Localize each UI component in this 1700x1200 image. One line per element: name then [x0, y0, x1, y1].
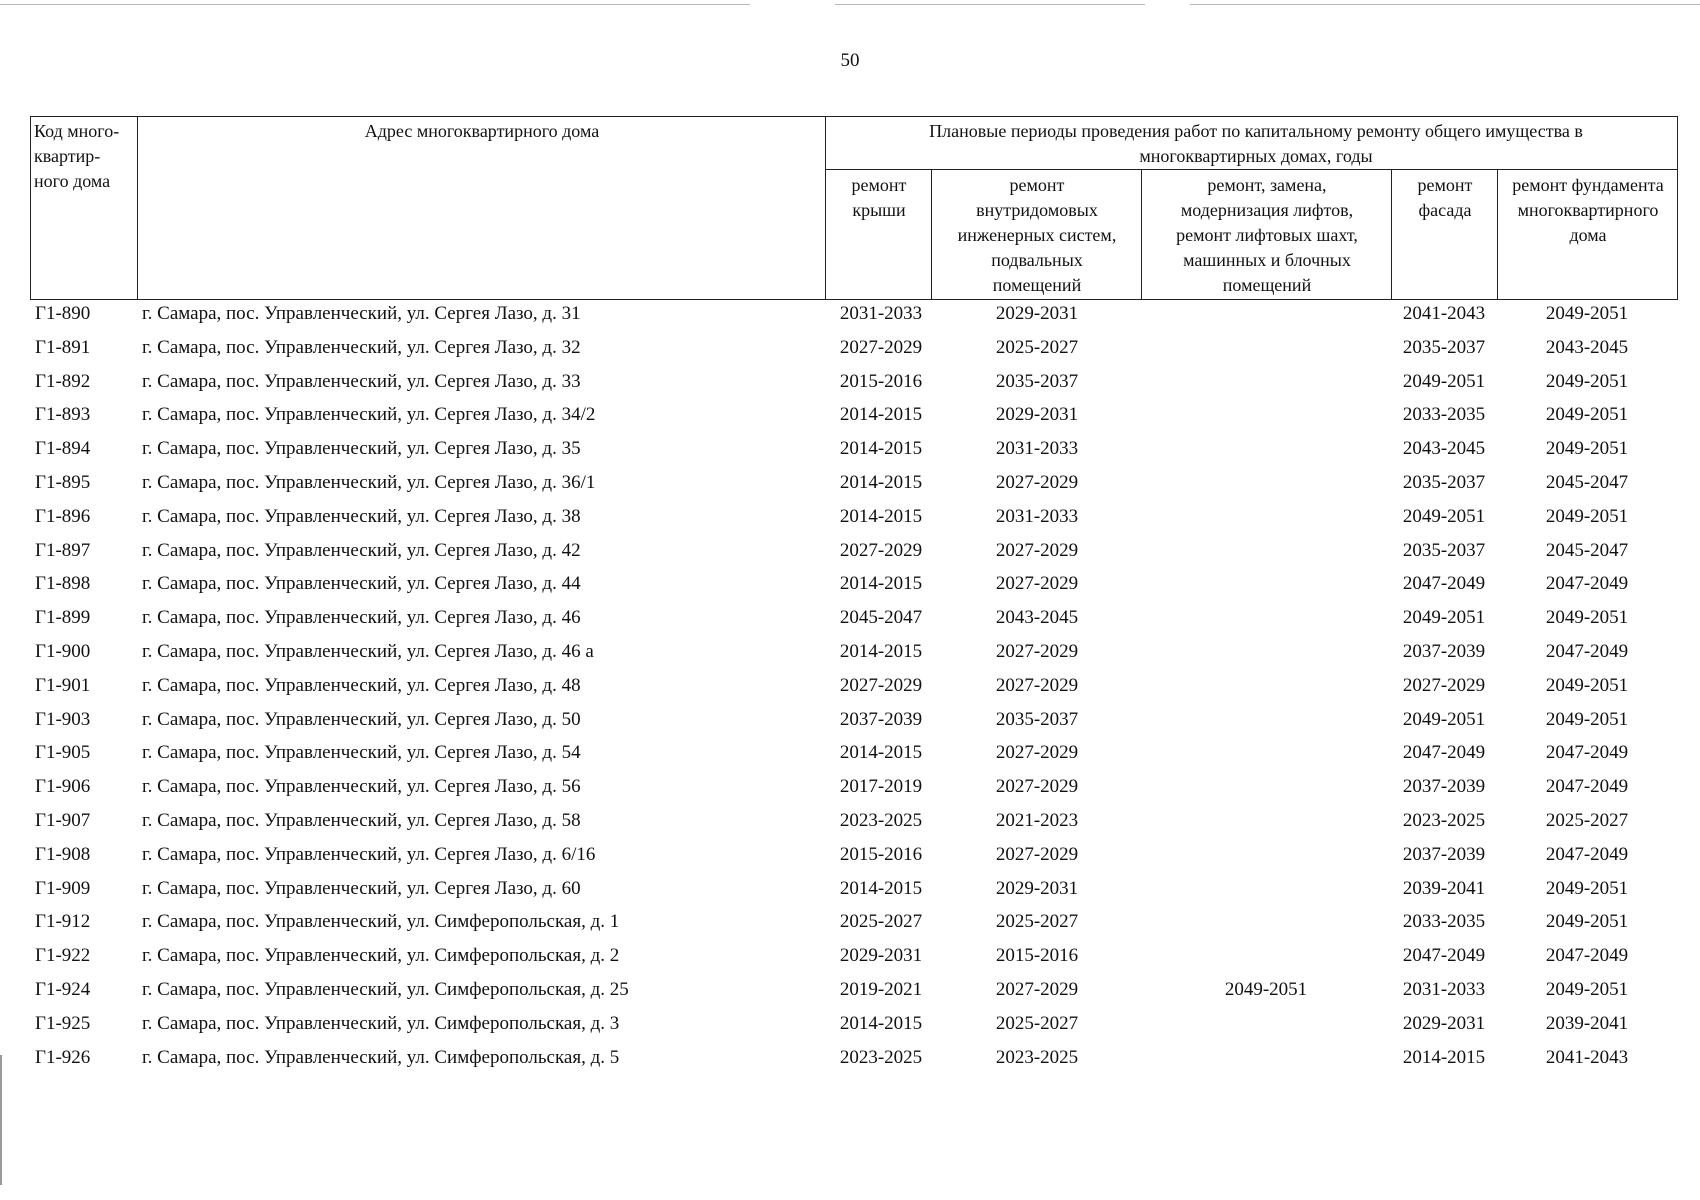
- roof-repair-period: 2014-2015: [839, 877, 923, 899]
- systems-repair-period: 2021-2023: [995, 809, 1079, 831]
- systems-repair-period: 2027-2029: [995, 978, 1079, 1000]
- roof-repair-period: 2027-2029: [839, 336, 923, 358]
- header-facade: ремонт фасада: [1417, 175, 1473, 220]
- roof-repair-period: 2015-2016: [839, 370, 923, 392]
- foundation-repair-period: 2049-2051: [1545, 708, 1629, 730]
- house-code: Г1-891: [35, 336, 91, 358]
- facade-repair-period: 2049-2051: [1402, 607, 1486, 629]
- table-row: [0, 503, 1700, 537]
- table-row: [0, 1044, 1700, 1078]
- foundation-repair-period: 2049-2051: [1545, 877, 1629, 899]
- house-code: Г1-897: [35, 539, 91, 561]
- systems-repair-period: 2027-2029: [995, 843, 1079, 865]
- systems-repair-period: 2027-2029: [995, 573, 1079, 595]
- header-divider: [137, 117, 138, 299]
- systems-repair-period: 2035-2037: [995, 370, 1079, 392]
- systems-repair-period: 2027-2029: [995, 471, 1079, 493]
- house-code: Г1-901: [35, 674, 91, 696]
- facade-repair-period: 2047-2049: [1402, 742, 1486, 764]
- systems-repair-period: 2029-2031: [995, 404, 1079, 426]
- facade-repair-period: 2049-2051: [1402, 370, 1486, 392]
- table-row: [0, 976, 1700, 1010]
- header-divider: [1497, 169, 1498, 299]
- table-row: [0, 739, 1700, 773]
- header-foundation: ремонт фундамента многоквартирного дома: [1512, 175, 1664, 245]
- house-code: Г1-908: [35, 843, 91, 865]
- house-code: Г1-903: [35, 708, 91, 730]
- house-address: г. Самара, пос. Управленческий, ул. Симферопольская, д. 2: [142, 945, 620, 967]
- facade-repair-period: 2037-2039: [1402, 843, 1486, 865]
- roof-repair-period: 2014-2015: [839, 573, 923, 595]
- table-row: [0, 1010, 1700, 1044]
- house-address: г. Самара, пос. Управленческий, ул. Сергея Лазо, д. 58: [142, 809, 581, 831]
- house-code: Г1-899: [35, 607, 91, 629]
- facade-repair-period: 2033-2035: [1402, 404, 1486, 426]
- roof-repair-period: 2023-2025: [839, 809, 923, 831]
- foundation-repair-period: 2047-2049: [1545, 640, 1629, 662]
- systems-repair-period: 2027-2029: [995, 640, 1079, 662]
- foundation-repair-period: 2039-2041: [1545, 1012, 1629, 1034]
- facade-repair-period: 2049-2051: [1402, 708, 1486, 730]
- roof-repair-period: 2017-2019: [839, 776, 923, 798]
- roof-repair-period: 2014-2015: [839, 438, 923, 460]
- house-code: Г1-907: [35, 809, 91, 831]
- page-number: 50: [840, 50, 860, 71]
- systems-repair-period: 2035-2037: [995, 708, 1079, 730]
- foundation-repair-period: 2049-2051: [1545, 674, 1629, 696]
- facade-repair-period: 2035-2037: [1402, 471, 1486, 493]
- facade-repair-period: 2035-2037: [1402, 336, 1486, 358]
- table-row: [0, 841, 1700, 875]
- roof-repair-period: 2037-2039: [839, 708, 923, 730]
- table-row: [0, 334, 1700, 368]
- house-code: Г1-925: [35, 1012, 91, 1034]
- table-row: [0, 604, 1700, 638]
- house-address: г. Самара, пос. Управленческий, ул. Сергея Лазо, д. 42: [142, 539, 581, 561]
- lift-repair-period: 2049-2051: [1224, 978, 1308, 1000]
- house-address: г. Самара, пос. Управленческий, ул. Сергея Лазо, д. 33: [142, 370, 581, 392]
- house-code: Г1-892: [35, 370, 91, 392]
- header-divider: [825, 117, 826, 299]
- systems-repair-period: 2027-2029: [995, 742, 1079, 764]
- table-row: [0, 300, 1700, 334]
- house-address: г. Самара, пос. Управленческий, ул. Сергея Лазо, д. 31: [142, 303, 581, 324]
- roof-repair-period: 2014-2015: [839, 505, 923, 527]
- roof-repair-period: 2027-2029: [839, 539, 923, 561]
- house-address: г. Самара, пос. Управленческий, ул. Сергея Лазо, д. 48: [142, 674, 581, 696]
- systems-repair-period: 2029-2031: [995, 303, 1079, 324]
- house-address: г. Самара, пос. Управленческий, ул. Сергея Лазо, д. 36/1: [142, 471, 596, 493]
- foundation-repair-period: 2049-2051: [1545, 438, 1629, 460]
- systems-repair-period: 2029-2031: [995, 877, 1079, 899]
- house-address: г. Самара, пос. Управленческий, ул. Сергея Лазо, д. 34/2: [142, 404, 596, 426]
- foundation-repair-period: 2025-2027: [1545, 809, 1629, 831]
- house-address: г. Самара, пос. Управленческий, ул. Сергея Лазо, д. 35: [142, 438, 581, 460]
- foundation-repair-period: 2049-2051: [1545, 505, 1629, 527]
- systems-repair-period: 2043-2045: [995, 607, 1079, 629]
- table-row: [0, 435, 1700, 469]
- foundation-repair-period: 2047-2049: [1545, 945, 1629, 967]
- house-address: г. Самара, пос. Управленческий, ул. Симферопольская, д. 1: [142, 911, 620, 933]
- scan-line: [1190, 4, 1700, 5]
- roof-repair-period: 2014-2015: [839, 471, 923, 493]
- roof-repair-period: 2029-2031: [839, 945, 923, 967]
- house-address: г. Самара, пос. Управленческий, ул. Сергея Лазо, д. 44: [142, 573, 581, 595]
- facade-repair-period: 2023-2025: [1402, 809, 1486, 831]
- house-code: Г1-895: [35, 471, 91, 493]
- header-divider: [1391, 169, 1392, 299]
- roof-repair-period: 2014-2015: [839, 640, 923, 662]
- header-divider: [1141, 169, 1142, 299]
- house-address: г. Самара, пос. Управленческий, ул. Симферопольская, д. 3: [142, 1012, 620, 1034]
- foundation-repair-period: 2043-2045: [1545, 336, 1629, 358]
- facade-repair-period: 2047-2049: [1402, 573, 1486, 595]
- foundation-repair-period: 2041-2043: [1545, 1046, 1629, 1068]
- house-code: Г1-906: [35, 776, 91, 798]
- table-row: [0, 942, 1700, 976]
- roof-repair-period: 2014-2015: [839, 742, 923, 764]
- facade-repair-period: 2033-2035: [1402, 911, 1486, 933]
- header-systems: ремонт внутридомовых инженерных систем, подвальных помещений: [957, 175, 1117, 295]
- systems-repair-period: 2027-2029: [995, 674, 1079, 696]
- header-divider: [825, 169, 1677, 170]
- foundation-repair-period: 2049-2051: [1545, 607, 1629, 629]
- roof-repair-period: 2031-2033: [839, 303, 923, 324]
- header-address: Адрес многоквартирного дома: [364, 121, 600, 141]
- scan-line: [835, 4, 1145, 5]
- systems-repair-period: 2023-2025: [995, 1046, 1079, 1068]
- systems-repair-period: 2031-2033: [995, 438, 1079, 460]
- facade-repair-period: 2014-2015: [1402, 1046, 1486, 1068]
- facade-repair-period: 2047-2049: [1402, 945, 1486, 967]
- table-row: [0, 537, 1700, 571]
- table-row: [0, 908, 1700, 942]
- foundation-repair-period: 2049-2051: [1545, 404, 1629, 426]
- house-code: Г1-893: [35, 404, 91, 426]
- systems-repair-period: 2027-2029: [995, 539, 1079, 561]
- facade-repair-period: 2031-2033: [1402, 978, 1486, 1000]
- house-code: Г1-926: [35, 1046, 91, 1068]
- foundation-repair-period: 2047-2049: [1545, 742, 1629, 764]
- header-periods: Плановые периоды проведения работ по капитальному ремонту общего имущества в многоквартирных домах, годы: [929, 121, 1583, 166]
- house-code: Г1-905: [35, 742, 91, 764]
- table-row: [0, 706, 1700, 740]
- systems-repair-period: 2031-2033: [995, 505, 1079, 527]
- facade-repair-period: 2037-2039: [1402, 776, 1486, 798]
- house-code: Г1-924: [35, 978, 91, 1000]
- roof-repair-period: 2045-2047: [839, 607, 923, 629]
- facade-repair-period: 2029-2031: [1402, 1012, 1486, 1034]
- facade-repair-period: 2027-2029: [1402, 674, 1486, 696]
- facade-repair-period: 2039-2041: [1402, 877, 1486, 899]
- roof-repair-period: 2025-2027: [839, 911, 923, 933]
- house-address: г. Самара, пос. Управленческий, ул. Сергея Лазо, д. 46: [142, 607, 581, 629]
- house-code: Г1-900: [35, 640, 91, 662]
- facade-repair-period: 2041-2043: [1402, 303, 1486, 324]
- house-address: г. Самара, пос. Управленческий, ул. Сергея Лазо, д. 60: [142, 877, 581, 899]
- house-code: Г1-890: [35, 303, 91, 324]
- house-address: г. Самара, пос. Управленческий, ул. Сергея Лазо, д. 54: [142, 742, 581, 764]
- house-address: г. Самара, пос. Управленческий, ул. Сергея Лазо, д. 38: [142, 505, 581, 527]
- house-code: Г1-912: [35, 911, 91, 933]
- foundation-repair-period: 2049-2051: [1545, 978, 1629, 1000]
- house-code: Г1-898: [35, 573, 91, 595]
- table-body: [0, 300, 1700, 1077]
- table-row: [0, 807, 1700, 841]
- scan-line: [0, 4, 750, 5]
- roof-repair-period: 2027-2029: [839, 674, 923, 696]
- foundation-repair-period: 2047-2049: [1545, 843, 1629, 865]
- house-address: г. Самара, пос. Управленческий, ул. Симферопольская, д. 5: [142, 1046, 620, 1068]
- table-row: [0, 368, 1700, 402]
- house-address: г. Самара, пос. Управленческий, ул. Сергея Лазо, д. 46 а: [142, 640, 594, 662]
- roof-repair-period: 2015-2016: [839, 843, 923, 865]
- foundation-repair-period: 2045-2047: [1545, 471, 1629, 493]
- table-row: [0, 638, 1700, 672]
- systems-repair-period: 2025-2027: [995, 1012, 1079, 1034]
- house-address: г. Самара, пос. Управленческий, ул. Сергея Лазо, д. 56: [142, 776, 581, 798]
- header-lifts: ремонт, замена, модернизация лифтов, ремонт лифтовых шахт, машинных и блочных помещений: [1176, 175, 1358, 295]
- table-row: [0, 570, 1700, 604]
- table-row: [0, 773, 1700, 807]
- house-address: г. Самара, пос. Управленческий, ул. Сергея Лазо, д. 6/16: [142, 843, 596, 865]
- facade-repair-period: 2037-2039: [1402, 640, 1486, 662]
- house-address: г. Самара, пос. Управленческий, ул. Сергея Лазо, д. 32: [142, 336, 581, 358]
- foundation-repair-period: 2049-2051: [1545, 303, 1629, 324]
- header-divider: [931, 169, 932, 299]
- foundation-repair-period: 2049-2051: [1545, 911, 1629, 933]
- foundation-repair-period: 2045-2047: [1545, 539, 1629, 561]
- facade-repair-period: 2035-2037: [1402, 539, 1486, 561]
- roof-repair-period: 2014-2015: [839, 1012, 923, 1034]
- house-code: Г1-896: [35, 505, 91, 527]
- systems-repair-period: 2027-2029: [995, 776, 1079, 798]
- house-code: Г1-894: [35, 438, 91, 460]
- facade-repair-period: 2043-2045: [1402, 438, 1486, 460]
- table-row: [0, 401, 1700, 435]
- roof-repair-period: 2019-2021: [839, 978, 923, 1000]
- systems-repair-period: 2015-2016: [995, 945, 1079, 967]
- table-header: [30, 116, 1678, 300]
- house-code: Г1-909: [35, 877, 91, 899]
- table-row: [0, 672, 1700, 706]
- header-code: Код много- квартир- ного дома: [34, 121, 120, 191]
- table-row: [0, 469, 1700, 503]
- foundation-repair-period: 2047-2049: [1545, 776, 1629, 798]
- roof-repair-period: 2014-2015: [839, 404, 923, 426]
- roof-repair-period: 2023-2025: [839, 1046, 923, 1068]
- table-row: [0, 875, 1700, 909]
- house-address: г. Самара, пос. Управленческий, ул. Сергея Лазо, д. 50: [142, 708, 581, 730]
- foundation-repair-period: 2049-2051: [1545, 370, 1629, 392]
- facade-repair-period: 2049-2051: [1402, 505, 1486, 527]
- systems-repair-period: 2025-2027: [995, 336, 1079, 358]
- foundation-repair-period: 2047-2049: [1545, 573, 1629, 595]
- house-address: г. Самара, пос. Управленческий, ул. Симферопольская, д. 25: [142, 978, 629, 1000]
- house-code: Г1-922: [35, 945, 91, 967]
- systems-repair-period: 2025-2027: [995, 911, 1079, 933]
- header-roof: ремонт крыши: [851, 175, 907, 220]
